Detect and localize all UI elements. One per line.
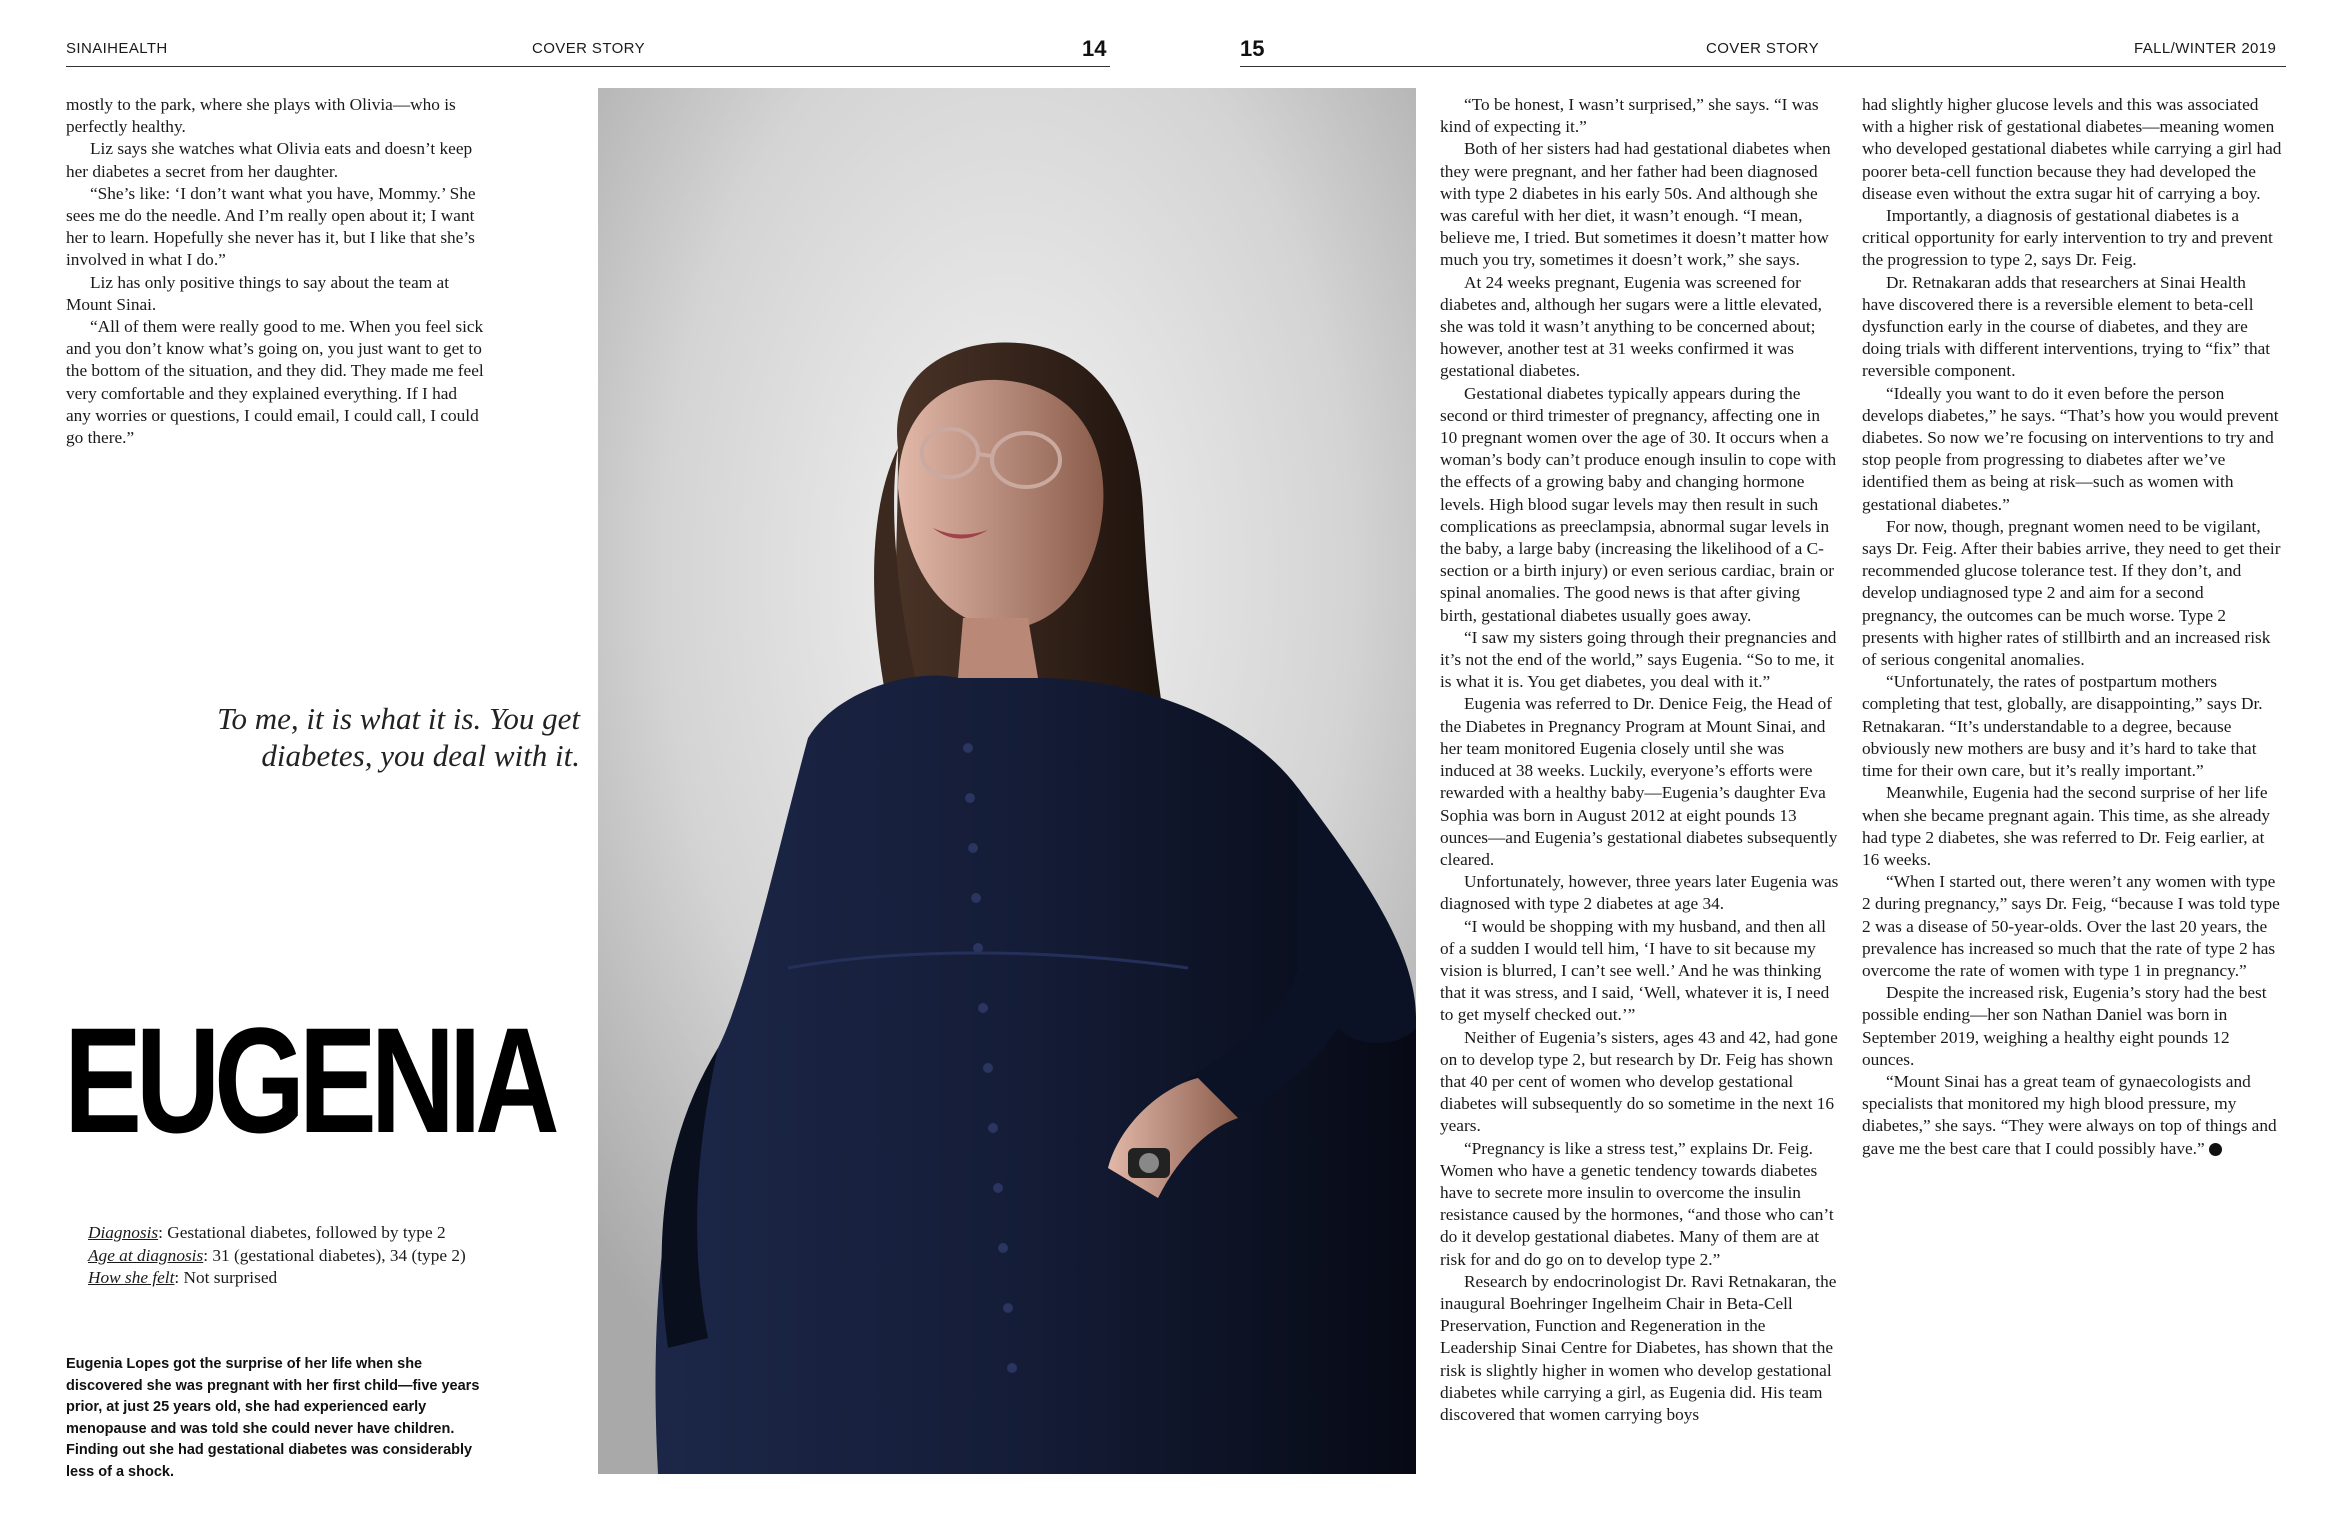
paragraph (1862, 1071, 2282, 1160)
fact-label: How she felt (88, 1268, 175, 1287)
end-mark-icon: S (2209, 1143, 2222, 1156)
fact-value: : Not surprised (174, 1268, 278, 1287)
left-text-column (66, 94, 486, 449)
middle-text-column (1440, 94, 1840, 1426)
paragraph: Despite the increased risk, Eugenia’s story had the best possible ending—her son Nathan Daniel was born in September 2019, weighing a healthy eight pounds 12 ounces. (1862, 983, 2267, 1069)
paragraph: At 24 weeks pregnant, Eugenia was screened for diabetes and, although her sugars were a little elevated, she was told it wasn’t anything to be concerned about; however, another test at 31 weeks confirmed it was gestational diabetes. (1440, 272, 1822, 381)
portrait-figure (598, 88, 1416, 1474)
right-text-column (1862, 94, 2282, 1160)
right-page-number: 15 (1240, 36, 1265, 61)
paragraph: “When I started out, there weren’t any women with type 2 during pregnancy,” says Dr. Feig, “because I was told type 2 was a disease of 50-year-olds. Over the last 20 years, the prevalence has increased so much that the rate of type 2 has overcome the rate of women with type 1 in pregnancy.” (1862, 872, 2280, 980)
pull-quote: To me, it is what it is. You get diabetes, you deal with it. (217, 701, 580, 773)
paragraph: Unfortunately, however, three years later Eugenia was diagnosed with type 2 diabetes at age 34. (1440, 872, 1839, 914)
intro-deck: Eugenia Lopes got the surprise of her life when she discovered she was pregnant with her first child—five years prior, at just 25 years old, she had experienced early menopause and was told she could never have children. Finding out she had gestational diabetes was considerably less of a shock. (66, 1356, 480, 1480)
left-page-number: 14 (1082, 36, 1107, 61)
paragraph: Dr. Retnakaran adds that researchers at Sinai Health have discovered there is a reversible element to beta-cell dysfunction early in the course of diabetes, and they are doing trials with different interventions, trying to “fix” that reversible component. (1862, 272, 2271, 381)
paragraph: mostly to the park, where she plays with Olivia—who is perfectly healthy. (66, 95, 456, 137)
left-brand: SINAIHEALTH (66, 40, 168, 57)
left-section-label: COVER STORY (532, 40, 646, 57)
right-issue-label: FALL/WINTER 2019 (2134, 40, 2277, 57)
paragraph: “I saw my sisters going through their pregnancies and it’s not the end of the world,” says Eugenia. “So to me, it is what it is. You get diabetes, you deal with it.” (1440, 627, 1837, 692)
fact-value: : Gestational diabetes, followed by type 2 (158, 1223, 446, 1242)
fact-label: Age at diagnosis (88, 1245, 204, 1265)
paragraph: Neither of Eugenia’s sisters, ages 43 and 42, had gone on to develop type 2, but research by Dr. Feig has shown that 40 per cent of women who develop gestational diabetes will subsequently do so sometime in the next 16 years. (1440, 1027, 1838, 1136)
right-header-rule (1240, 66, 2286, 67)
fact-row (88, 1222, 466, 1245)
fact-row (88, 1245, 466, 1268)
paragraph: Research by endocrinologist Dr. Ravi Retnakaran, the inaugural Boehringer Ingelheim Chair in Beta-Cell Preservation, Function and Regeneration in the Leadership Sinai Centre for Diabetes, has shown that the risk is slightly higher in women who develop gestational diabetes while carrying a girl, as Eugenia did. His team discovered that women carrying boys (1440, 1271, 1837, 1424)
paragraph: For now, though, pregnant women need to be vigilant, says Dr. Feig. After their babies arrive, they need to get their recommended glucose tolerance test. If they don’t, and develop undiagnosed type 2 and aim for a second pregnancy, the outcomes can be much worse. Type 2 presents with higher rates of stillbirth and an increased risk of serious congenital anomalies. (1862, 516, 2281, 670)
paragraph: had slightly higher glucose levels and this was associated with a higher risk of gestational diabetes—meaning women who developed gestational diabetes while carrying a girl had poorer beta-cell function because they had developed the disease even without the extra sugar hit of carrying a boy. (1862, 95, 2282, 203)
profile-name-headline: EUGENIA (64, 996, 554, 1164)
paragraph: Both of her sisters had had gestational diabetes when they were pregnant, and her father had been diagnosed with type 2 diabetes in his early 50s. And although she was careful with her diet, it wasn’t enough. “I mean, believe me, I tried. But sometimes it doesn’t matter how much you try, sometimes it doesn’t work,” she says. (1440, 139, 1831, 270)
paragraph: “Pregnancy is like a stress test,” explains Dr. Feig. Women who have a genetic tendency towards diabetes have to secrete more insulin to overcome the insulin resistance caused by the hormones, “and those who can’t do it develop gestational diabetes. Many of them are at risk for and do go on to develop type 2.” (1440, 1138, 1834, 1269)
paragraph: “Ideally you want to do it even before the person develops diabetes,” he says. “That’s how you would prevent diabetes. So now we’re focusing on interventions to try and stop people from progressing to diabetes after we’ve identified them as being at risk—such as women with gestational diabetes.” (1862, 383, 2279, 514)
paragraph: “She’s like: ‘I don’t want what you have, Mommy.’ She sees me do the needle. And I’m really open about it; I want her to learn. Hopefully she never has it, but I like that she’s involved in what I do.” (66, 183, 476, 270)
fact-label: Diagnosis (88, 1223, 159, 1242)
paragraph: Liz has only positive things to say about the team at Mount Sinai. (66, 272, 449, 314)
right-section-label: COVER STORY (1706, 40, 1820, 57)
portrait-photo (598, 88, 1416, 1474)
paragraph: “I would be shopping with my husband, and then all of a sudden I would tell him, ‘I have to sit because my vision is blurred, I can’t see well.’ And he was thinking that it was stress, and I said, ‘Well, whatever it is, I need to get myself checked out.’” (1440, 916, 1830, 1025)
paragraph: “Unfortunately, the rates of postpartum mothers completing that test, globally, are disappointing,” says Dr. Retnakaran. “It’s understandable to a degree, because obviously new mothers are busy and it’s hard to take that time for their own care, but it’s really important.” (1862, 672, 2263, 781)
final-paragraph-text: “Mount Sinai has a great team of gynaecologists and specialists that monitored my high blood pressure, my diabetes,” she says. “They were always on top of things and gave me the best care that I could possibly have.” (1862, 1071, 2277, 1158)
paragraph: “To be honest, I wasn’t surprised,” she says. “I was kind of expecting it.” (1440, 95, 1819, 137)
fact-row (88, 1267, 466, 1290)
paragraph: Eugenia was referred to Dr. Denice Feig, the Head of the Diabetes in Pregnancy Program at Mount Sinai, and her team monitored Eugenia closely until she was induced at 38 weeks. Luckily, everyone’s efforts were rewarded with a healthy baby—Eugenia’s daughter Eva Sophia was born in August 2012 at eight pounds 13 ounces—and Eugenia’s gestational diabetes subsequently cleared. (1440, 694, 1838, 869)
paragraph: Meanwhile, Eugenia had the second surprise of her life when she became pregnant again. This time, as she already had type 2 diabetes, she was referred to Dr. Feig earlier, at 16 weeks. (1862, 783, 2271, 869)
paragraph: Gestational diabetes typically appears during the second or third trimester of pregnancy, affecting one in 10 pregnant women over the age of 30. It occurs when a woman’s body can’t produce enough insulin to cope with the effects of a growing baby and changing hormone levels. High blood sugar levels may then result in such complications as preeclampsia, abnormal sugar levels in the baby, a large baby (increasing the likelihood of a C-section or a birth injury) or even serious cardiac, brain or spinal anomalies. The good news is that after giving birth, gestational diabetes usually goes away. (1440, 383, 1837, 625)
left-header-rule (66, 66, 1110, 67)
profile-facts (88, 1222, 466, 1290)
fact-value: : 31 (gestational diabetes), 34 (type 2) (203, 1245, 466, 1265)
paragraph: Importantly, a diagnosis of gestational diabetes is a critical opportunity for early intervention to try and prevent the progression to type 2, says Dr. Feig. (1862, 206, 2273, 270)
paragraph: Liz says she watches what Olivia eats and doesn’t keep her diabetes a secret from her daughter. (66, 139, 473, 181)
paragraph: “All of them were really good to me. When you feel sick and you don’t know what’s going on, you just want to get to the bottom of the situation, and they did. They made me feel very comfortable and they explained everything. If I had any worries or questions, I could email, I could call, I could go there.” (66, 317, 484, 448)
